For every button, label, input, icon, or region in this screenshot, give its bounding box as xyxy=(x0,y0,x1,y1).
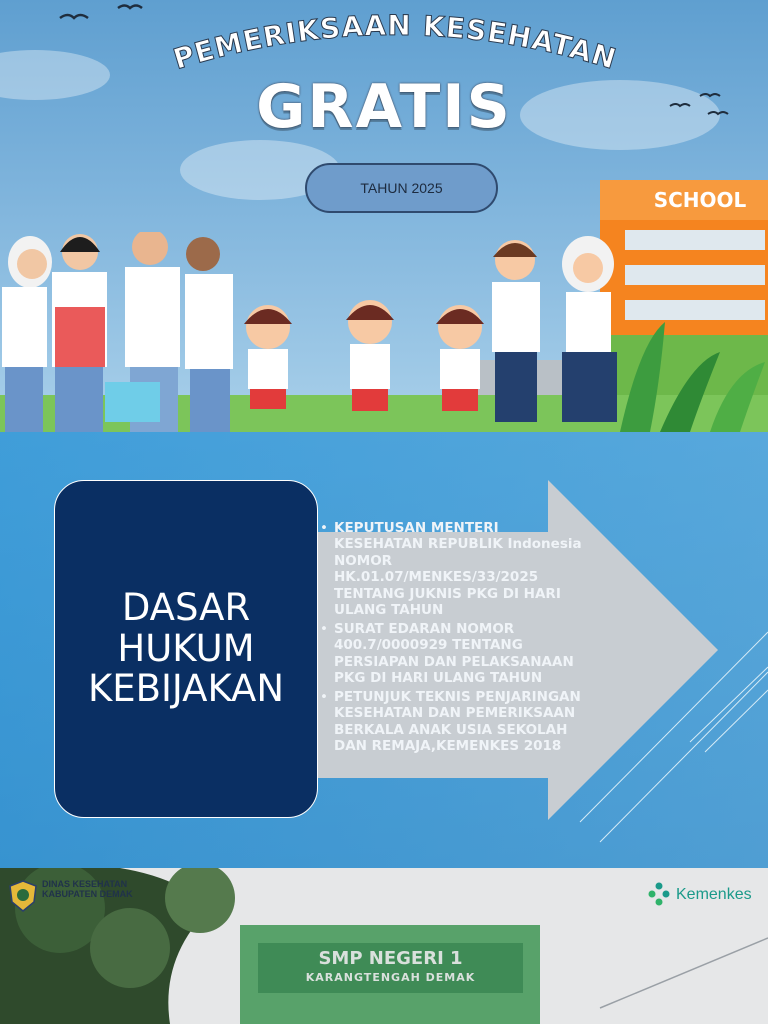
svg-text:PEMERIKSAAN KESEHATAN xyxy=(169,9,620,76)
bullet-item: • SURAT EDARAN NOMOR 400.7/0000929 TENTANG PERSIAPAN DAN PELAKSANAAN PKG DI HARI ULANG TAHUN xyxy=(318,621,586,687)
demak-regency-logo-icon xyxy=(8,880,38,912)
policy-bullet-list xyxy=(318,520,586,757)
policy-slide xyxy=(0,432,768,868)
plants-decoration xyxy=(600,312,768,432)
kemenkes-logo xyxy=(648,882,752,908)
year-badge xyxy=(305,163,498,213)
year-label: TAHUN 2025 xyxy=(360,180,443,196)
title-gratis: GRATIS xyxy=(256,72,512,142)
kemenkes-label: Kemenkes xyxy=(676,886,752,903)
bullet-item: • PETUNJUK TEKNIS PENJARINGAN KESEHATAN DAN PEMERIKSAAN BERKALA ANAK USIA SEKOLAH DAN REMAJA,KEMENKES 2018 xyxy=(318,689,586,755)
school-photo-slide xyxy=(0,868,768,1024)
title-arc-text: PEMERIKSAAN KESEHATAN xyxy=(169,8,621,76)
kemenkes-logo-icon xyxy=(648,882,670,908)
students-illustration xyxy=(0,232,640,432)
cover-slide xyxy=(0,0,768,432)
dasar-hukum-title: DASAR HUKUM KEBIJAKAN xyxy=(87,585,285,711)
dinkes-logo-text: DINAS KESEHATAN KABUPATEN DEMAK xyxy=(42,879,133,899)
school-name-line1: SMP NEGERI 1 xyxy=(318,948,463,969)
bullet-item: • KEPUTUSAN MENTERI KESEHATAN REPUBLIK Indonesia NOMOR HK.01.07/MENKES/33/2025 TENTANG JUKNIS PKG DI HARI ULANG TAHUN xyxy=(318,520,586,619)
dasar-hukum-box xyxy=(54,480,318,818)
school-name-line2: KARANGTENGAH DEMAK xyxy=(305,971,476,984)
school-sign: SCHOOL xyxy=(653,188,747,212)
